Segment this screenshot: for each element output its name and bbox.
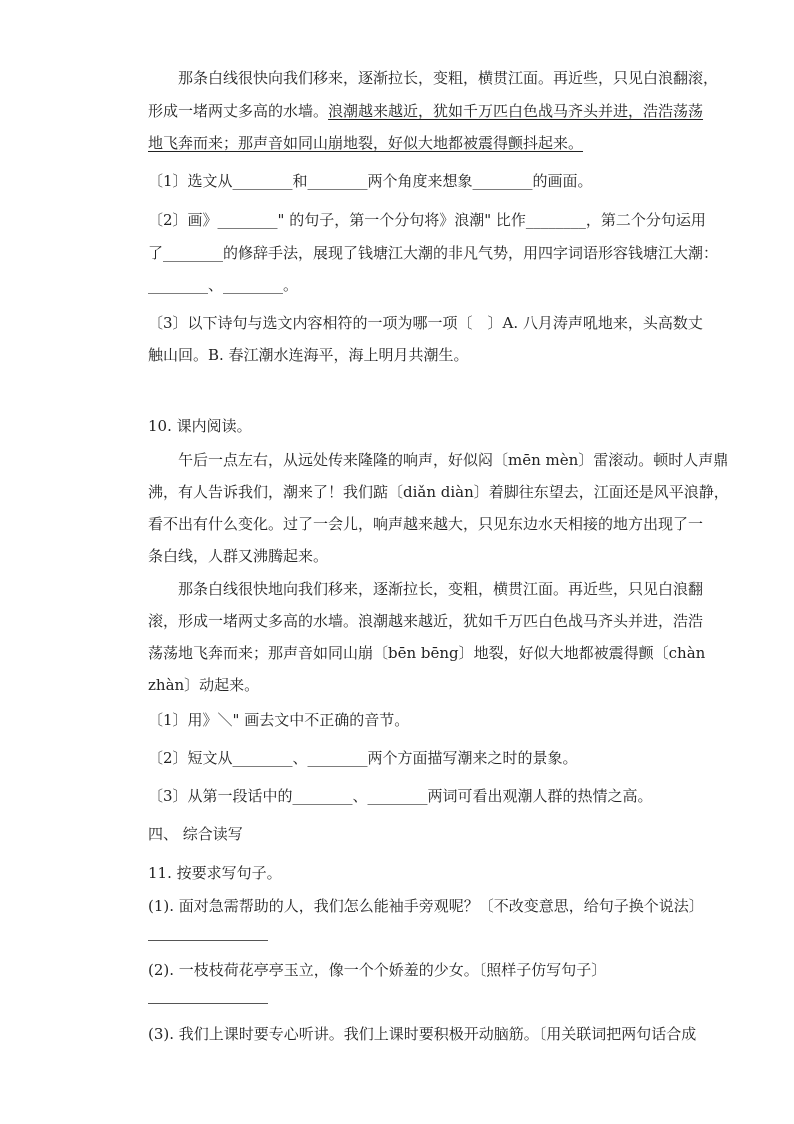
- question-item: (2). 一枝枝荷花亭亭玉立，像一个个娇羞的少女。〔照样子仿写句子〕: [148, 961, 607, 979]
- passage-line: 荡荡地飞奔而来；那声音如同山崩〔bēn bēng〕地裂，好似大地都被震得颤〔chàn: [148, 644, 706, 662]
- passage-line: 那条白线很快地向我们移来，逐渐拉长，变粗，横贯江面。再近些，只见白浪翻: [148, 580, 704, 598]
- passage-line: 滚，形成一堵两丈多高的水墙。浪潮越来越近，犹如千万匹白色战马齐头并进，浩浩: [148, 612, 704, 630]
- passage-line: [148, 101, 703, 121]
- underlined-sentence: 浪潮越来越近，犹如千万匹白色战马齐头并进，浩浩荡荡: [328, 102, 704, 120]
- section-heading: 10. 课内阅读。: [148, 417, 252, 435]
- section-heading: 四、 综合读写: [148, 825, 243, 843]
- question-item: 〔2〕短文从________、________两个方面描写潮来之时的景象。: [148, 749, 578, 767]
- question-item: 了________的修辞手法，展现了钱塘江大潮的非凡气势，用四字词语形容钱塘江大潮：: [148, 244, 719, 262]
- passage-line: zhàn〕动起来。: [148, 676, 260, 694]
- question-item: 〔1〕选文从________和________两个角度来想象________的画面。: [148, 172, 593, 190]
- question-item: (1). 面对急需帮助的人，我们怎么能袖手旁观呢？〔不改变意思，给句子换个说法〕: [148, 897, 704, 915]
- passage-line: 午后一点左右，从远处传来隆隆的响声，好似闷〔mēn mèn〕雷滚动。顿时人声鼎: [148, 451, 729, 469]
- answer-line[interactable]: [148, 1003, 268, 1004]
- passage-line: 看不出有什么变化。过了一会儿，响声越来越大，只见东边水天相接的地方出现了一: [148, 515, 704, 533]
- question-item: 〔3〕从第一段话中的________、________两词可看出观潮人群的热情之高。: [148, 787, 653, 805]
- passage-line: 条白线，人群又沸腾起来。: [148, 547, 329, 565]
- section-heading: 11. 按要求写句子。: [148, 864, 282, 882]
- underlined-sentence: 地飞奔而来；那声音如同山崩地裂，好似大地都被震得颤抖起来。: [148, 134, 584, 152]
- question-item: ________、________。: [148, 276, 299, 294]
- answer-line[interactable]: [148, 940, 268, 941]
- question-item: (3). 我们上课时要专心听讲。我们上课时要积极开动脑筋。〔用关联词把两句话合成: [148, 1025, 697, 1043]
- passage-text: 形成一堵两丈多高的水墙。: [148, 102, 329, 120]
- question-item: 〔3〕以下诗句与选文内容相符的一项为哪一项〔 〕A. 八月涛声吼地来，头高数丈: [148, 314, 703, 332]
- question-item: 〔2〕画》________" 的句子，第一个分句将》浪潮" 比作________，第二个分句运用: [148, 211, 706, 229]
- question-item: 〔1〕用》＼" 画去文中不正确的音节。: [148, 711, 410, 729]
- passage-line: 那条白线很快向我们移来，逐渐拉长，变粗，横贯江面。再近些，只见白浪翻滚，: [148, 69, 719, 87]
- question-item: 触山回。B. 春江潮水连海平，海上明月共潮生。: [148, 346, 469, 364]
- passage-line: 沸，有人告诉我们，潮来了！我们踮〔diǎn diàn〕着脚往东望去，江面还是风平浪静，: [148, 483, 729, 501]
